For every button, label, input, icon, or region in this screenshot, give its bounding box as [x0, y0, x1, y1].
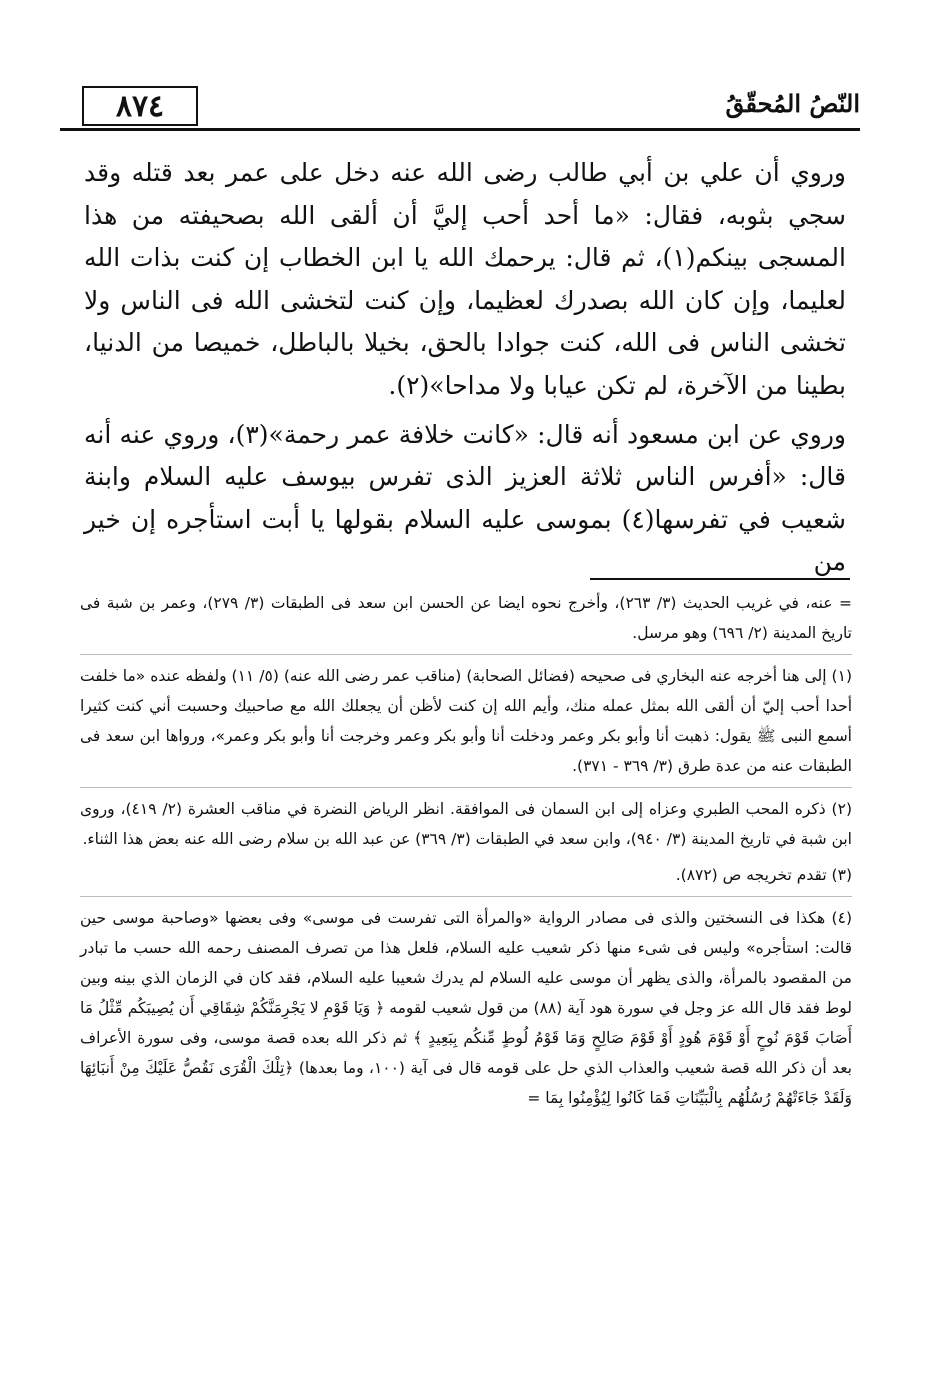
page-number: ٨٧٤	[82, 86, 198, 126]
running-title: النّصُ المُحقّقُ	[725, 89, 860, 118]
page-header	[60, 84, 860, 132]
header-rule	[60, 128, 860, 131]
footnote-divider	[80, 654, 852, 655]
footnotes	[80, 588, 852, 1119]
footnote-continuation: = عنه، في غريب الحديث (٣/ ٢٦٣)، وأخرج نحوه ايضا عن الحسن ابن سعد فى الطبقات (٣/ ٢٧٩)، وعمر بن شبة فى تاريخ المدينة (٢/ ٦٩٦) وهو مرسل.	[80, 594, 853, 642]
footnote-3: (٣) تقدم تخريجه ص (٨٧٢).	[675, 866, 852, 884]
main-paragraph-1: وروي أن علي بن أبي طالب رضى الله عنه دخل على عمر بعد قتله وقد سجي بثوبه، فقال: «ما أحد أحب إليَّ أن ألقى الله بصحيفته من هذا المسجى بينكم(١)، ثم قال: يرحمك الله يا ابن الخطاب إن كنت بذات الله لعليما، وإن كان الله بصدرك لعظيما، وإن كنت لتخشى الله فى الناس ولا تخشى الناس فى الله، كنت جوادا بالحق، بخيلا بالباطل، خميصا من الدنيا، بطينا من الآخرة، لم تكن عيابا ولا مداحا»(٢).	[84, 158, 846, 400]
footnote-1: (١) إلى هنا أخرجه عنه البخاري فى صحيحه (فضائل الصحابة) (مناقب عمر رضى الله عنه) (٥/ ١١) ولفظه عنده «ما خلفت أحدا أحب إليّ أن ألقى الله بمثل عمله منك، وأيم الله إن كنت لأظن أن يجعلك الله مع صاحبيك وحسبت أني كنت كثيرا أسمع النبى ﷺ يقول: ذهبت أنا وأبو بكر وعمر ودخلت أنا وأبو بكر وعمر وخرجت أنا وأبو بكر وعمر»، ورواها ابن سعد فى الطبقات عنه من عدة طرق (٣/ ٣٦٩ - ٣٧١).	[80, 667, 852, 775]
footnote-4: (٤) هكذا فى النسختين والذى فى مصادر الرواية «والمرأة التى تفرست فى موسى» وفى بعضها «وصاحبة موسى حين قالت: استأجره» وليس فى شىء منها ذكر شعيب عليه السلام، فلعل هذا من تصرف المصنف رحمه الله حسب ما تبادر من المقصود بالمرأة، والذى يظهر أن موسى عليه السلام لم يدرك شعيبا عليه السلام، فقد كان في الزمان الذي بينه وبين لوط فقد قال الله عز وجل في سورة هود آية (٨٨) من قول شعيب لقومه ﴿ وَيَا قَوْمِ لا يَجْرِمَنَّكُمْ شِقَاقِي أَن يُصِيبَكُم مِّثْلُ مَا أَصَابَ قَوْمَ نُوحٍ أَوْ قَوْمَ هُودٍ أَوْ قَوْمَ صَالِحٍ وَمَا قَوْمُ لُوطٍ مِّنكُم بِبَعِيدٍ ﴾ ثم ذكر الله بعده قصة موسى، وفى سورة الأعراف بعد أن ذكر الله قصة شعيب والعذاب الذي حل على قومه قال فى آية (١٠٠، وما بعدها) ﴿تِلْكَ الْقُرَى نَقُصُّ عَلَيْكَ مِنْ أَنبَائِهَا وَلَقَدْ جَاءَتْهُمْ رُسُلُهُم بِالْبَيِّنَاتِ فَمَا كَانُوا لِيُؤْمِنُوا بِمَا =	[80, 909, 853, 1107]
main-text	[84, 152, 846, 584]
footnote-divider	[80, 896, 852, 897]
footnote-divider	[80, 787, 852, 788]
footnote-separator	[590, 578, 850, 580]
main-paragraph-2: وروي عن ابن مسعود أنه قال: «كانت خلافة عمر رحمة»(٣)، وروي عنه أنه قال: «أفرس الناس ثلاثة العزيز الذى تفرس بيوسف عليه السلام وابنة شعيب في تفرسها(٤) بموسى عليه السلام بقولها يا أبت استأجره إن خير من	[84, 419, 846, 577]
footnote-2: (٢) ذكره المحب الطبري وعزاه إلى ابن السمان فى الموافقة. انظر الرياض النضرة في مناقب العشرة (٢/ ٤١٩)، وروى ابن شبة في تاريخ المدينة (٣/ ٩٤٠)، وابن سعد في الطبقات (٣/ ٣٦٩) عن عبد الله بن سلام رضى الله عنه بعض هذا الثناء.	[80, 800, 852, 848]
